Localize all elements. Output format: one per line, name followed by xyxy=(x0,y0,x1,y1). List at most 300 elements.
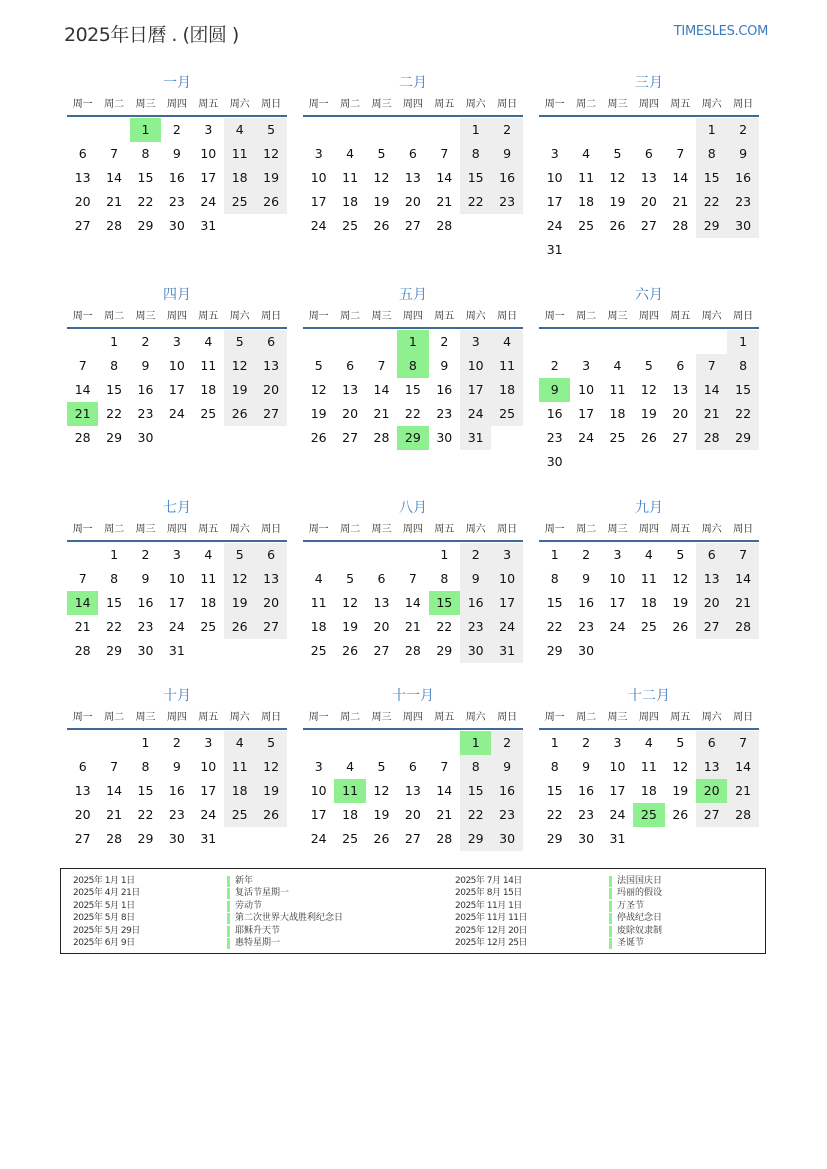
day-cell: 30 xyxy=(491,827,522,851)
day-cell: 30 xyxy=(168,831,185,846)
day-cell: 10 xyxy=(168,571,185,586)
day-cell: 2 xyxy=(550,358,559,373)
holiday-day-cell: 15 xyxy=(429,591,460,615)
day-cell: 2 xyxy=(172,735,181,750)
day-cell: 17 xyxy=(609,595,626,610)
day-cell: 9 xyxy=(491,755,522,779)
weekday-label: 周四 xyxy=(638,99,659,110)
day-cell: 2 xyxy=(440,334,449,349)
weekday-label: 周三 xyxy=(607,311,628,322)
day-cell: 30 xyxy=(727,214,758,238)
weekday-label: 周三 xyxy=(135,99,156,110)
day-cell: 2 xyxy=(727,118,758,142)
day-cell: 28 xyxy=(727,615,758,639)
day-cell: 13 xyxy=(74,783,91,798)
weekday-label: 周一 xyxy=(308,524,329,535)
day-cell: 6 xyxy=(676,358,685,373)
day-cell: 22 xyxy=(436,619,453,634)
weekday-label: 周六 xyxy=(701,524,722,535)
day-cell: 23 xyxy=(168,807,185,822)
weekday-label: 周五 xyxy=(670,712,691,723)
day-cell: 3 xyxy=(613,735,622,750)
weekday-label: 周一 xyxy=(308,712,329,723)
site-link[interactable]: TIMESLES.COM xyxy=(673,24,768,39)
day-cell: 24 xyxy=(578,430,595,445)
weekday-label: 周六 xyxy=(465,524,486,535)
day-cell: 24 xyxy=(310,831,327,846)
day-cell: 8 xyxy=(141,759,150,774)
day-cell: 28 xyxy=(106,831,123,846)
day-cell: 20 xyxy=(74,194,91,209)
day-cell: 25 xyxy=(200,406,217,421)
weekday-label: 周四 xyxy=(166,99,187,110)
day-cell: 6 xyxy=(408,759,417,774)
day-cell: 10 xyxy=(310,783,327,798)
legend-date: 2025年 12月 25日 xyxy=(455,938,528,948)
day-cell: 10 xyxy=(310,170,327,185)
holiday-day-cell: 1 xyxy=(130,118,161,142)
day-cell: 22 xyxy=(137,807,154,822)
day-cell: 9 xyxy=(582,571,591,586)
day-cell: 15 xyxy=(460,779,491,803)
day-cell: 2 xyxy=(491,731,522,755)
weekday-label: 周三 xyxy=(371,99,392,110)
day-cell: 30 xyxy=(436,430,453,445)
day-cell: 14 xyxy=(106,170,123,185)
day-cell: 25 xyxy=(578,218,595,233)
legend-holiday-name: 玛丽的假设 xyxy=(617,888,663,899)
day-cell: 9 xyxy=(172,146,181,161)
day-cell: 17 xyxy=(310,194,327,209)
day-cell: 19 xyxy=(224,591,255,615)
day-cell: 22 xyxy=(727,402,758,426)
weekday-label: 周四 xyxy=(166,311,187,322)
day-cell: 23 xyxy=(578,619,595,634)
day-cell: 27 xyxy=(672,430,689,445)
legend-holiday-name: 复活节星期一 xyxy=(235,888,290,899)
day-cell: 18 xyxy=(342,807,359,822)
weekday-label: 周五 xyxy=(434,311,455,322)
day-cell: 4 xyxy=(224,731,255,755)
day-cell: 1 xyxy=(440,547,449,562)
day-cell: 16 xyxy=(578,595,595,610)
weekday-label: 周日 xyxy=(497,712,518,723)
weekday-label: 周三 xyxy=(607,524,628,535)
day-cell: 24 xyxy=(200,807,217,822)
day-cell: 27 xyxy=(74,831,91,846)
legend-item xyxy=(455,875,795,888)
legend-date: 2025年 7月 14日 xyxy=(455,876,522,886)
day-cell: 18 xyxy=(491,378,522,402)
day-cell: 12 xyxy=(672,759,689,774)
day-cell: 19 xyxy=(255,779,286,803)
weekday-label: 周日 xyxy=(261,311,282,322)
weekday-label: 周日 xyxy=(497,311,518,322)
day-cell: 20 xyxy=(255,378,286,402)
legend-marker xyxy=(227,888,230,899)
day-cell: 2 xyxy=(582,547,591,562)
day-cell: 23 xyxy=(578,807,595,822)
day-cell: 25 xyxy=(224,190,255,214)
day-cell: 20 xyxy=(373,619,390,634)
day-cell: 30 xyxy=(137,643,154,658)
day-cell: 16 xyxy=(168,170,185,185)
day-cell: 21 xyxy=(436,194,453,209)
day-cell: 21 xyxy=(436,807,453,822)
day-cell: 1 xyxy=(727,330,758,354)
day-cell: 11 xyxy=(310,595,327,610)
weekday-label: 周三 xyxy=(607,99,628,110)
legend-item xyxy=(455,900,795,913)
weekday-label: 周六 xyxy=(229,712,250,723)
weekday-label: 周二 xyxy=(104,311,125,322)
day-cell: 11 xyxy=(342,170,359,185)
weekday-label: 周一 xyxy=(544,99,565,110)
legend-item xyxy=(73,887,413,900)
month-name: 九月 xyxy=(635,500,663,516)
day-cell: 27 xyxy=(255,402,286,426)
weekday-header xyxy=(67,522,287,542)
day-cell: 17 xyxy=(200,783,217,798)
day-cell: 9 xyxy=(440,358,449,373)
weekday-header xyxy=(539,97,759,117)
day-cell: 21 xyxy=(404,619,421,634)
day-cell: 24 xyxy=(168,619,185,634)
day-cell: 12 xyxy=(310,382,327,397)
weekday-label: 周三 xyxy=(371,524,392,535)
day-cell: 5 xyxy=(613,146,622,161)
weekday-label: 周三 xyxy=(607,712,628,723)
day-cell: 4 xyxy=(346,759,355,774)
month-name: 八月 xyxy=(399,500,427,516)
day-cell: 14 xyxy=(373,382,390,397)
weekday-label: 周五 xyxy=(198,524,219,535)
day-cell: 1 xyxy=(110,547,119,562)
day-cell: 22 xyxy=(460,190,491,214)
legend-date: 2025年 1月 1日 xyxy=(73,876,135,886)
legend-item xyxy=(455,887,795,900)
day-cell: 19 xyxy=(255,166,286,190)
day-cell: 7 xyxy=(676,146,685,161)
weekday-label: 周一 xyxy=(544,311,565,322)
day-cell: 26 xyxy=(609,218,626,233)
day-cell: 19 xyxy=(373,194,390,209)
day-cell: 11 xyxy=(224,142,255,166)
day-cell: 8 xyxy=(440,571,449,586)
day-cell: 12 xyxy=(672,571,689,586)
holiday-day-cell: 9 xyxy=(539,378,570,402)
day-cell: 12 xyxy=(342,595,359,610)
day-cell: 28 xyxy=(727,803,758,827)
weekday-label: 周六 xyxy=(701,99,722,110)
day-cell: 20 xyxy=(255,591,286,615)
day-cell: 7 xyxy=(408,571,417,586)
day-cell: 27 xyxy=(255,615,286,639)
holiday-day-cell: 1 xyxy=(397,330,428,354)
weekday-label: 周日 xyxy=(497,99,518,110)
day-cell: 9 xyxy=(172,759,181,774)
weekday-label: 周一 xyxy=(544,524,565,535)
day-cell: 27 xyxy=(640,218,657,233)
day-cell: 13 xyxy=(373,595,390,610)
day-cell: 10 xyxy=(491,567,522,591)
day-cell: 18 xyxy=(640,595,657,610)
day-cell: 5 xyxy=(224,330,255,354)
holiday-legend xyxy=(60,868,766,954)
day-cell: 24 xyxy=(491,615,522,639)
day-cell: 7 xyxy=(377,358,386,373)
day-cell: 16 xyxy=(491,779,522,803)
weekday-label: 周五 xyxy=(434,99,455,110)
day-cell: 18 xyxy=(640,783,657,798)
day-cell: 28 xyxy=(696,426,727,450)
weekday-label: 周二 xyxy=(104,524,125,535)
weekday-label: 周三 xyxy=(371,712,392,723)
weekday-header xyxy=(539,309,759,329)
day-cell: 30 xyxy=(578,643,595,658)
legend-date: 2025年 5月 29日 xyxy=(73,925,140,936)
day-cell: 12 xyxy=(224,567,255,591)
legend-marker xyxy=(227,926,230,937)
weekday-label: 周一 xyxy=(72,311,93,322)
legend-date: 2025年 5月 1日 xyxy=(73,900,135,911)
month-name: 七月 xyxy=(163,500,191,516)
legend-holiday-name: 停战纪念日 xyxy=(617,913,663,924)
day-cell: 26 xyxy=(342,643,359,658)
weekday-header xyxy=(539,710,759,730)
day-cell: 14 xyxy=(436,170,453,185)
day-cell: 29 xyxy=(137,218,154,233)
day-cell: 25 xyxy=(640,619,657,634)
legend-date: 2025年 11月 1日 xyxy=(455,900,522,911)
weekday-label: 周二 xyxy=(576,311,597,322)
day-cell: 23 xyxy=(491,803,522,827)
day-cell: 17 xyxy=(310,807,327,822)
day-cell: 16 xyxy=(168,783,185,798)
day-cell: 28 xyxy=(436,831,453,846)
weekday-label: 周四 xyxy=(638,524,659,535)
day-cell: 3 xyxy=(314,759,323,774)
day-cell: 14 xyxy=(404,595,421,610)
day-cell: 25 xyxy=(342,831,359,846)
day-cell: 30 xyxy=(546,454,563,469)
legend-holiday-name: 第二次世界大战胜利纪念日 xyxy=(235,913,344,924)
weekday-label: 周六 xyxy=(465,99,486,110)
day-cell: 10 xyxy=(200,759,217,774)
weekday-label: 周日 xyxy=(733,524,754,535)
weekday-label: 周三 xyxy=(135,524,156,535)
day-cell: 15 xyxy=(696,166,727,190)
day-cell: 11 xyxy=(578,170,595,185)
day-cell: 13 xyxy=(74,170,91,185)
legend-item xyxy=(73,900,413,913)
day-cell: 3 xyxy=(204,122,213,137)
month-name: 十月 xyxy=(163,688,191,704)
weekday-label: 周四 xyxy=(402,712,423,723)
legend-marker xyxy=(609,913,612,924)
day-cell: 12 xyxy=(609,170,626,185)
day-cell: 30 xyxy=(137,430,154,445)
weekday-label: 周三 xyxy=(135,712,156,723)
weekday-label: 周二 xyxy=(340,712,361,723)
day-cell: 5 xyxy=(644,358,653,373)
day-cell: 27 xyxy=(404,218,421,233)
day-cell: 15 xyxy=(404,382,421,397)
day-cell: 23 xyxy=(168,194,185,209)
day-cell: 9 xyxy=(582,759,591,774)
day-cell: 4 xyxy=(644,547,653,562)
day-cell: 23 xyxy=(137,406,154,421)
day-cell: 8 xyxy=(460,142,491,166)
legend-item xyxy=(455,937,795,950)
day-cell: 30 xyxy=(168,218,185,233)
legend-holiday-name: 万圣节 xyxy=(617,900,645,911)
weekday-label: 周日 xyxy=(261,99,282,110)
day-cell: 12 xyxy=(373,170,390,185)
day-cell: 23 xyxy=(491,190,522,214)
day-cell: 4 xyxy=(491,330,522,354)
holiday-day-cell: 11 xyxy=(334,779,365,803)
day-cell: 3 xyxy=(204,735,213,750)
day-cell: 25 xyxy=(224,803,255,827)
day-cell: 26 xyxy=(224,402,255,426)
day-cell: 27 xyxy=(404,831,421,846)
day-cell: 7 xyxy=(110,759,119,774)
weekday-label: 周日 xyxy=(497,524,518,535)
day-cell: 29 xyxy=(727,426,758,450)
day-cell: 6 xyxy=(255,543,286,567)
day-cell: 24 xyxy=(200,194,217,209)
day-cell: 10 xyxy=(609,571,626,586)
day-cell: 11 xyxy=(640,571,657,586)
legend-item xyxy=(455,912,795,925)
day-cell: 9 xyxy=(141,571,150,586)
weekday-label: 周日 xyxy=(733,99,754,110)
day-cell: 12 xyxy=(373,783,390,798)
legend-marker xyxy=(227,901,230,912)
day-cell: 20 xyxy=(404,807,421,822)
day-cell: 19 xyxy=(373,807,390,822)
weekday-header xyxy=(303,309,523,329)
legend-marker xyxy=(227,876,230,887)
day-cell: 28 xyxy=(373,430,390,445)
legend-marker xyxy=(609,926,612,937)
day-cell: 21 xyxy=(74,619,91,634)
day-cell: 15 xyxy=(727,378,758,402)
day-cell: 6 xyxy=(696,543,727,567)
day-cell: 28 xyxy=(404,643,421,658)
legend-date: 2025年 6月 9日 xyxy=(73,938,135,948)
day-cell: 25 xyxy=(609,430,626,445)
weekday-label: 周五 xyxy=(670,524,691,535)
day-cell: 4 xyxy=(204,334,213,349)
day-cell: 25 xyxy=(491,402,522,426)
day-cell: 26 xyxy=(255,190,286,214)
legend-item xyxy=(73,937,413,950)
day-cell: 21 xyxy=(373,406,390,421)
day-cell: 16 xyxy=(436,382,453,397)
day-cell: 23 xyxy=(727,190,758,214)
weekday-label: 周日 xyxy=(733,311,754,322)
legend-holiday-name: 耶稣升天节 xyxy=(235,925,281,936)
day-cell: 15 xyxy=(137,170,154,185)
day-cell: 2 xyxy=(582,735,591,750)
weekday-header xyxy=(67,97,287,117)
weekday-header xyxy=(303,710,523,730)
weekday-header xyxy=(67,710,287,730)
day-cell: 2 xyxy=(172,122,181,137)
weekday-label: 周五 xyxy=(670,99,691,110)
day-cell: 17 xyxy=(460,378,491,402)
day-cell: 28 xyxy=(436,218,453,233)
day-cell: 4 xyxy=(613,358,622,373)
day-cell: 22 xyxy=(137,194,154,209)
month-name: 一月 xyxy=(163,75,191,91)
month-name: 十二月 xyxy=(628,688,670,704)
day-cell: 13 xyxy=(672,382,689,397)
day-cell: 18 xyxy=(200,595,217,610)
day-cell: 27 xyxy=(696,615,727,639)
day-cell: 9 xyxy=(460,567,491,591)
weekday-label: 周六 xyxy=(465,712,486,723)
day-cell: 11 xyxy=(224,755,255,779)
holiday-day-cell: 25 xyxy=(633,803,664,827)
weekday-label: 周日 xyxy=(733,712,754,723)
day-cell: 4 xyxy=(644,735,653,750)
weekday-label: 周四 xyxy=(166,524,187,535)
weekday-label: 周六 xyxy=(229,311,250,322)
legend-date: 2025年 11月 11日 xyxy=(455,913,528,924)
weekday-label: 周二 xyxy=(576,712,597,723)
month-name: 五月 xyxy=(399,287,427,303)
weekday-label: 周四 xyxy=(402,99,423,110)
day-cell: 16 xyxy=(578,783,595,798)
day-cell: 16 xyxy=(491,166,522,190)
day-cell: 17 xyxy=(168,595,185,610)
day-cell: 9 xyxy=(491,142,522,166)
day-cell: 5 xyxy=(314,358,323,373)
day-cell: 18 xyxy=(224,166,255,190)
legend-date: 2025年 12月 20日 xyxy=(455,925,528,936)
day-cell: 14 xyxy=(696,378,727,402)
weekday-header xyxy=(303,522,523,542)
page-title: 2025年日曆 . (团圆 ) xyxy=(64,24,239,46)
day-cell: 5 xyxy=(224,543,255,567)
day-cell: 14 xyxy=(727,755,758,779)
day-cell: 1 xyxy=(550,547,559,562)
weekday-label: 周二 xyxy=(104,712,125,723)
legend-marker xyxy=(609,876,612,887)
day-cell: 9 xyxy=(727,142,758,166)
day-cell: 13 xyxy=(255,354,286,378)
day-cell: 18 xyxy=(342,194,359,209)
day-cell: 6 xyxy=(408,146,417,161)
day-cell: 24 xyxy=(310,218,327,233)
day-cell: 17 xyxy=(168,382,185,397)
day-cell: 20 xyxy=(342,406,359,421)
day-cell: 14 xyxy=(436,783,453,798)
day-cell: 16 xyxy=(137,382,154,397)
day-cell: 4 xyxy=(314,571,323,586)
day-cell: 23 xyxy=(436,406,453,421)
day-cell: 22 xyxy=(460,803,491,827)
day-cell: 4 xyxy=(204,547,213,562)
day-cell: 10 xyxy=(168,358,185,373)
day-cell: 3 xyxy=(314,146,323,161)
day-cell: 29 xyxy=(436,643,453,658)
day-cell: 10 xyxy=(200,146,217,161)
day-cell: 17 xyxy=(609,783,626,798)
